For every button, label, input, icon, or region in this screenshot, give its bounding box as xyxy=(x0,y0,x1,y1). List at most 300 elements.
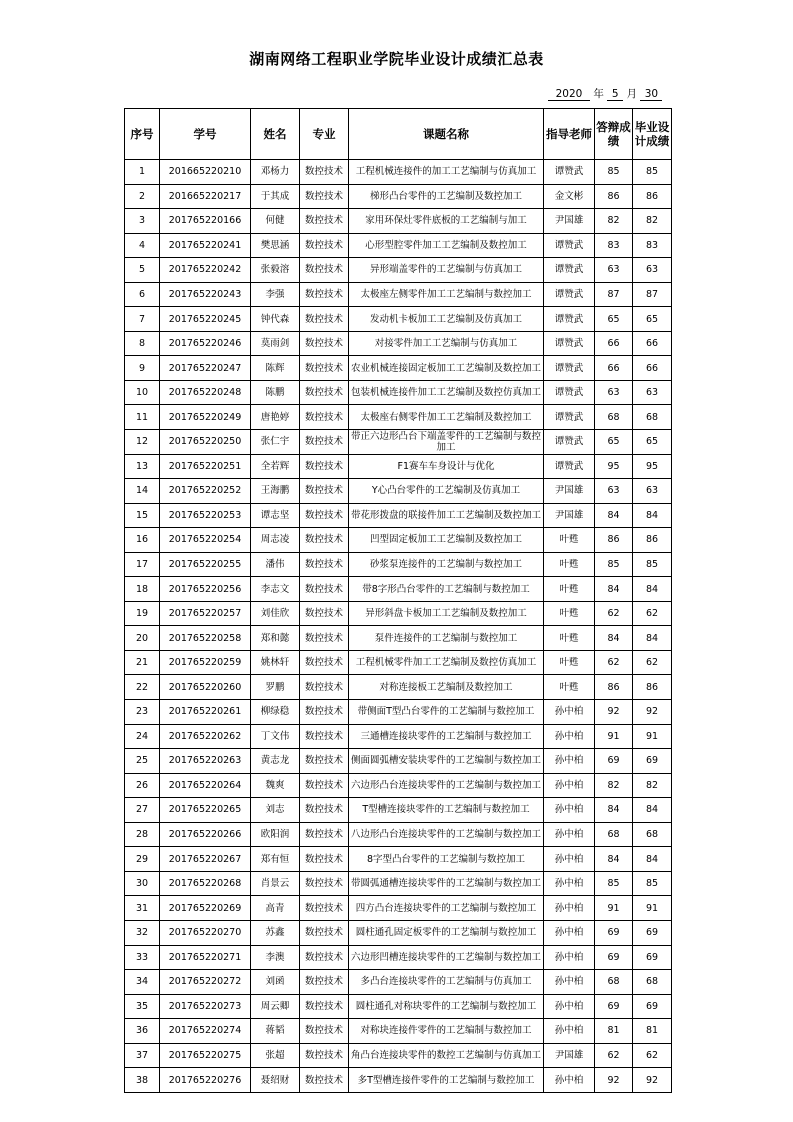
table-row xyxy=(125,307,672,332)
cell-seq: 38 xyxy=(125,1068,160,1093)
cell-student-id: 201765220245 xyxy=(160,307,251,332)
table-row xyxy=(125,650,672,675)
cell-student-id: 201765220250 xyxy=(160,430,251,455)
table-row xyxy=(125,577,672,602)
cell-advisor: 叶甦 xyxy=(544,626,595,651)
cell-advisor: 尹国雄 xyxy=(544,209,595,234)
cell-seq: 5 xyxy=(125,258,160,283)
cell-name: 于其成 xyxy=(251,184,300,209)
cell-name: 高青 xyxy=(251,896,300,921)
cell-topic: 发动机卡板加工工艺编制及仿真加工 xyxy=(349,307,544,332)
cell-defense-score: 69 xyxy=(595,994,633,1019)
cell-defense-score: 85 xyxy=(595,160,633,185)
cell-advisor: 叶甦 xyxy=(544,650,595,675)
cell-defense-score: 91 xyxy=(595,896,633,921)
cell-topic: 多凸台连接块零件的工艺编制与仿真加工 xyxy=(349,970,544,995)
cell-advisor: 叶甦 xyxy=(544,675,595,700)
grade-summary-table xyxy=(124,108,672,1093)
cell-advisor: 谭赞武 xyxy=(544,454,595,479)
table-row xyxy=(125,503,672,528)
cell-topic: 农业机械连接固定板加工工艺编制及数控加工 xyxy=(349,356,544,381)
cell-major: 数控技术 xyxy=(300,307,349,332)
cell-defense-score: 95 xyxy=(595,454,633,479)
cell-topic: 砂浆泵连接件的工艺编制与数控加工 xyxy=(349,552,544,577)
cell-advisor: 金文彬 xyxy=(544,184,595,209)
cell-major: 数控技术 xyxy=(300,994,349,1019)
cell-seq: 9 xyxy=(125,356,160,381)
cell-defense-score: 85 xyxy=(595,871,633,896)
cell-major: 数控技术 xyxy=(300,601,349,626)
table-row xyxy=(125,430,672,455)
cell-defense-score: 69 xyxy=(595,749,633,774)
cell-topic: 梯形凸台零件的工艺编制及数控加工 xyxy=(349,184,544,209)
cell-student-id: 201765220253 xyxy=(160,503,251,528)
cell-final-score: 86 xyxy=(633,528,672,553)
cell-seq: 20 xyxy=(125,626,160,651)
cell-student-id: 201765220166 xyxy=(160,209,251,234)
cell-name: 李强 xyxy=(251,282,300,307)
cell-final-score: 69 xyxy=(633,749,672,774)
cell-student-id: 201765220241 xyxy=(160,233,251,258)
cell-student-id: 201765220263 xyxy=(160,749,251,774)
cell-final-score: 62 xyxy=(633,650,672,675)
cell-major: 数控技术 xyxy=(300,577,349,602)
cell-major: 数控技术 xyxy=(300,356,349,381)
cell-topic: F1赛车车身设计与优化 xyxy=(349,454,544,479)
cell-student-id: 201765220265 xyxy=(160,798,251,823)
cell-major: 数控技术 xyxy=(300,1019,349,1044)
cell-topic: 六边形凸台连接块零件的工艺编制与数控加工 xyxy=(349,773,544,798)
cell-defense-score: 62 xyxy=(595,601,633,626)
cell-final-score: 84 xyxy=(633,798,672,823)
cell-name: 周志凌 xyxy=(251,528,300,553)
cell-advisor: 孙中柏 xyxy=(544,724,595,749)
cell-major: 数控技术 xyxy=(300,1068,349,1093)
cell-student-id: 201765220270 xyxy=(160,920,251,945)
cell-seq: 31 xyxy=(125,896,160,921)
cell-major: 数控技术 xyxy=(300,822,349,847)
cell-major: 数控技术 xyxy=(300,920,349,945)
cell-name: 罗鹏 xyxy=(251,675,300,700)
cell-name: 刘志 xyxy=(251,798,300,823)
cell-name: 谭志坚 xyxy=(251,503,300,528)
cell-topic: 圆柱通孔固定板零件的工艺编制与数控加工 xyxy=(349,920,544,945)
cell-major: 数控技术 xyxy=(300,258,349,283)
table-row xyxy=(125,356,672,381)
cell-topic: 家用环保灶零件底板的工艺编制与加工 xyxy=(349,209,544,234)
table-row xyxy=(125,258,672,283)
cell-name: 肖景云 xyxy=(251,871,300,896)
cell-topic: 带8字形凸台零件的工艺编制与数控加工 xyxy=(349,577,544,602)
header-name: 姓名 xyxy=(251,109,300,160)
table-row xyxy=(125,773,672,798)
cell-seq: 34 xyxy=(125,970,160,995)
cell-name: 刘佳欣 xyxy=(251,601,300,626)
cell-topic: 泵件连接件的工艺编制与数控加工 xyxy=(349,626,544,651)
cell-final-score: 82 xyxy=(633,773,672,798)
cell-advisor: 尹国雄 xyxy=(544,1043,595,1068)
cell-major: 数控技术 xyxy=(300,282,349,307)
cell-defense-score: 68 xyxy=(595,970,633,995)
header-defense-score: 答辩成绩 xyxy=(595,109,633,160)
cell-name: 姚林轩 xyxy=(251,650,300,675)
table-row xyxy=(125,233,672,258)
cell-name: 陈辉 xyxy=(251,356,300,381)
table-row xyxy=(125,822,672,847)
cell-student-id: 201765220264 xyxy=(160,773,251,798)
cell-final-score: 92 xyxy=(633,700,672,725)
table-body xyxy=(125,160,672,1093)
table-row xyxy=(125,405,672,430)
cell-major: 数控技术 xyxy=(300,773,349,798)
table-row xyxy=(125,479,672,504)
cell-seq: 8 xyxy=(125,331,160,356)
cell-defense-score: 87 xyxy=(595,282,633,307)
cell-major: 数控技术 xyxy=(300,233,349,258)
cell-student-id: 201765220267 xyxy=(160,847,251,872)
cell-student-id: 201765220266 xyxy=(160,822,251,847)
cell-final-score: 66 xyxy=(633,331,672,356)
cell-name: 李澳 xyxy=(251,945,300,970)
cell-topic: 带圆弧通槽连接块零件的工艺编制与数控加工 xyxy=(349,871,544,896)
cell-name: 张超 xyxy=(251,1043,300,1068)
cell-advisor: 孙中柏 xyxy=(544,994,595,1019)
cell-final-score: 65 xyxy=(633,307,672,332)
cell-defense-score: 65 xyxy=(595,307,633,332)
cell-final-score: 68 xyxy=(633,405,672,430)
cell-defense-score: 91 xyxy=(595,724,633,749)
cell-final-score: 85 xyxy=(633,552,672,577)
cell-name: 聂绍财 xyxy=(251,1068,300,1093)
cell-defense-score: 69 xyxy=(595,920,633,945)
cell-major: 数控技术 xyxy=(300,405,349,430)
cell-name: 蒋韬 xyxy=(251,1019,300,1044)
cell-major: 数控技术 xyxy=(300,626,349,651)
cell-name: 莫雨剑 xyxy=(251,331,300,356)
cell-final-score: 84 xyxy=(633,503,672,528)
cell-final-score: 92 xyxy=(633,1068,672,1093)
cell-major: 数控技术 xyxy=(300,847,349,872)
cell-topic: 太极座右侧零件加工工艺编制及数控加工 xyxy=(349,405,544,430)
cell-major: 数控技术 xyxy=(300,970,349,995)
cell-seq: 6 xyxy=(125,282,160,307)
cell-student-id: 201765220246 xyxy=(160,331,251,356)
cell-student-id: 201765220261 xyxy=(160,700,251,725)
cell-defense-score: 82 xyxy=(595,773,633,798)
cell-final-score: 66 xyxy=(633,356,672,381)
cell-seq: 1 xyxy=(125,160,160,185)
cell-name: 潘伟 xyxy=(251,552,300,577)
cell-student-id: 201765220249 xyxy=(160,405,251,430)
cell-defense-score: 68 xyxy=(595,405,633,430)
date-year: 2020 xyxy=(548,88,590,101)
cell-advisor: 孙中柏 xyxy=(544,1068,595,1093)
cell-student-id: 201765220257 xyxy=(160,601,251,626)
cell-major: 数控技术 xyxy=(300,503,349,528)
cell-advisor: 谭赞武 xyxy=(544,233,595,258)
cell-name: 李志文 xyxy=(251,577,300,602)
cell-student-id: 201765220268 xyxy=(160,871,251,896)
cell-seq: 36 xyxy=(125,1019,160,1044)
table-row xyxy=(125,749,672,774)
cell-defense-score: 84 xyxy=(595,577,633,602)
header-topic: 课题名称 xyxy=(349,109,544,160)
cell-defense-score: 84 xyxy=(595,798,633,823)
cell-advisor: 孙中柏 xyxy=(544,920,595,945)
table-row xyxy=(125,282,672,307)
table-row xyxy=(125,1043,672,1068)
cell-topic: Y心凸台零件的工艺编制及仿真加工 xyxy=(349,479,544,504)
cell-topic: 带花形拨盘的联接件加工工艺编制及数控加工 xyxy=(349,503,544,528)
cell-final-score: 62 xyxy=(633,601,672,626)
cell-final-score: 91 xyxy=(633,724,672,749)
cell-advisor: 孙中柏 xyxy=(544,700,595,725)
cell-final-score: 87 xyxy=(633,282,672,307)
cell-student-id: 201765220242 xyxy=(160,258,251,283)
cell-seq: 19 xyxy=(125,601,160,626)
cell-topic: 工程机械零件加工工艺编制及数控仿真加工 xyxy=(349,650,544,675)
cell-final-score: 68 xyxy=(633,970,672,995)
cell-advisor: 叶甦 xyxy=(544,552,595,577)
header-major: 专业 xyxy=(300,109,349,160)
header-row xyxy=(125,109,672,160)
cell-topic: 异形斜盘卡板加工工艺编制及数控加工 xyxy=(349,601,544,626)
cell-topic: 角凸台连接块零件的数控工艺编制与仿真加工 xyxy=(349,1043,544,1068)
cell-defense-score: 66 xyxy=(595,356,633,381)
cell-topic: 工程机械连接件的加工工艺编制与仿真加工 xyxy=(349,160,544,185)
cell-student-id: 201765220255 xyxy=(160,552,251,577)
cell-final-score: 86 xyxy=(633,184,672,209)
cell-seq: 25 xyxy=(125,749,160,774)
cell-seq: 18 xyxy=(125,577,160,602)
document-title: 湖南网络工程职业学院毕业设计成绩汇总表 xyxy=(249,50,544,68)
cell-seq: 33 xyxy=(125,945,160,970)
cell-advisor: 谭赞武 xyxy=(544,331,595,356)
cell-name: 刘函 xyxy=(251,970,300,995)
cell-major: 数控技术 xyxy=(300,945,349,970)
table-row xyxy=(125,380,672,405)
cell-seq: 10 xyxy=(125,380,160,405)
cell-seq: 12 xyxy=(125,430,160,455)
cell-final-score: 82 xyxy=(633,209,672,234)
cell-advisor: 谭赞武 xyxy=(544,430,595,455)
cell-final-score: 91 xyxy=(633,896,672,921)
cell-student-id: 201665220217 xyxy=(160,184,251,209)
cell-final-score: 85 xyxy=(633,160,672,185)
header-advisor: 指导老师 xyxy=(544,109,595,160)
cell-advisor: 孙中柏 xyxy=(544,970,595,995)
cell-defense-score: 81 xyxy=(595,1019,633,1044)
cell-topic: 六边形凹槽连接块零件的工艺编制与数控加工 xyxy=(349,945,544,970)
cell-seq: 16 xyxy=(125,528,160,553)
cell-final-score: 63 xyxy=(633,258,672,283)
cell-seq: 29 xyxy=(125,847,160,872)
cell-advisor: 叶甦 xyxy=(544,528,595,553)
cell-seq: 23 xyxy=(125,700,160,725)
cell-seq: 26 xyxy=(125,773,160,798)
cell-name: 黄志龙 xyxy=(251,749,300,774)
cell-name: 郑有恒 xyxy=(251,847,300,872)
header-seq: 序号 xyxy=(125,109,160,160)
cell-advisor: 孙中柏 xyxy=(544,773,595,798)
cell-seq: 37 xyxy=(125,1043,160,1068)
cell-name: 张仁宇 xyxy=(251,430,300,455)
cell-defense-score: 92 xyxy=(595,1068,633,1093)
cell-major: 数控技术 xyxy=(300,798,349,823)
cell-final-score: 62 xyxy=(633,1043,672,1068)
cell-topic: 圆柱通孔对称块零件的工艺编制与数控加工 xyxy=(349,994,544,1019)
cell-name: 张毅溶 xyxy=(251,258,300,283)
cell-student-id: 201765220269 xyxy=(160,896,251,921)
cell-defense-score: 85 xyxy=(595,552,633,577)
cell-major: 数控技术 xyxy=(300,380,349,405)
cell-student-id: 201765220262 xyxy=(160,724,251,749)
cell-advisor: 叶甦 xyxy=(544,577,595,602)
cell-student-id: 201765220274 xyxy=(160,1019,251,1044)
cell-student-id: 201765220251 xyxy=(160,454,251,479)
cell-student-id: 201765220256 xyxy=(160,577,251,602)
cell-topic: 八边形凸台连接块零件的工艺编制与数控加工 xyxy=(349,822,544,847)
table-row xyxy=(125,1019,672,1044)
date-year-label: 年 xyxy=(593,88,604,100)
cell-student-id: 201765220271 xyxy=(160,945,251,970)
table-row xyxy=(125,601,672,626)
table-row xyxy=(125,970,672,995)
cell-defense-score: 69 xyxy=(595,945,633,970)
cell-final-score: 69 xyxy=(633,920,672,945)
cell-seq: 27 xyxy=(125,798,160,823)
table-row xyxy=(125,1068,672,1093)
cell-seq: 3 xyxy=(125,209,160,234)
cell-major: 数控技术 xyxy=(300,700,349,725)
cell-topic: T型槽连接块零件的工艺编制与数控加工 xyxy=(349,798,544,823)
cell-seq: 30 xyxy=(125,871,160,896)
cell-student-id: 201765220260 xyxy=(160,675,251,700)
cell-name: 何健 xyxy=(251,209,300,234)
table-row xyxy=(125,871,672,896)
cell-name: 钟代森 xyxy=(251,307,300,332)
cell-seq: 7 xyxy=(125,307,160,332)
table-row xyxy=(125,994,672,1019)
cell-seq: 28 xyxy=(125,822,160,847)
cell-defense-score: 63 xyxy=(595,258,633,283)
table-row xyxy=(125,626,672,651)
cell-major: 数控技术 xyxy=(300,1043,349,1068)
cell-final-score: 63 xyxy=(633,479,672,504)
cell-topic: 带正六边形凸台下端盖零件的工艺编制与数控加工 xyxy=(349,430,544,455)
date-month-label: 月 xyxy=(626,88,638,100)
cell-student-id: 201765220248 xyxy=(160,380,251,405)
cell-major: 数控技术 xyxy=(300,650,349,675)
cell-final-score: 63 xyxy=(633,380,672,405)
cell-seq: 22 xyxy=(125,675,160,700)
cell-final-score: 69 xyxy=(633,994,672,1019)
cell-advisor: 孙中柏 xyxy=(544,749,595,774)
cell-student-id: 201765220252 xyxy=(160,479,251,504)
cell-defense-score: 63 xyxy=(595,479,633,504)
cell-seq: 24 xyxy=(125,724,160,749)
cell-advisor: 孙中柏 xyxy=(544,945,595,970)
cell-defense-score: 62 xyxy=(595,650,633,675)
cell-advisor: 谭赞武 xyxy=(544,282,595,307)
date-month: 5 xyxy=(607,88,623,101)
date-day: 30 xyxy=(640,88,662,101)
cell-advisor: 孙中柏 xyxy=(544,896,595,921)
cell-major: 数控技术 xyxy=(300,209,349,234)
cell-name: 樊思涵 xyxy=(251,233,300,258)
cell-seq: 4 xyxy=(125,233,160,258)
cell-advisor: 谭赞武 xyxy=(544,356,595,381)
header-student-id: 学号 xyxy=(160,109,251,160)
cell-final-score: 83 xyxy=(633,233,672,258)
cell-major: 数控技术 xyxy=(300,430,349,455)
cell-topic: 三通槽连接块零件的工艺编制与数控加工 xyxy=(349,724,544,749)
cell-defense-score: 68 xyxy=(595,822,633,847)
cell-major: 数控技术 xyxy=(300,871,349,896)
cell-student-id: 201765220276 xyxy=(160,1068,251,1093)
cell-student-id: 201765220275 xyxy=(160,1043,251,1068)
cell-name: 全若辉 xyxy=(251,454,300,479)
table-row xyxy=(125,700,672,725)
cell-name: 柳绿稳 xyxy=(251,700,300,725)
cell-major: 数控技术 xyxy=(300,749,349,774)
cell-advisor: 孙中柏 xyxy=(544,822,595,847)
cell-major: 数控技术 xyxy=(300,675,349,700)
cell-defense-score: 84 xyxy=(595,626,633,651)
cell-defense-score: 84 xyxy=(595,847,633,872)
cell-topic: 凹型固定板加工工艺编制及数控加工 xyxy=(349,528,544,553)
table-row xyxy=(125,160,672,185)
cell-final-score: 68 xyxy=(633,822,672,847)
table-row xyxy=(125,798,672,823)
cell-name: 苏鑫 xyxy=(251,920,300,945)
cell-topic: 带侧面T型凸台零件的工艺编制与数控加工 xyxy=(349,700,544,725)
cell-major: 数控技术 xyxy=(300,160,349,185)
cell-seq: 13 xyxy=(125,454,160,479)
table-row xyxy=(125,209,672,234)
cell-defense-score: 82 xyxy=(595,209,633,234)
cell-name: 唐艳婷 xyxy=(251,405,300,430)
report-date xyxy=(548,86,662,101)
cell-advisor: 谭赞武 xyxy=(544,258,595,283)
cell-defense-score: 86 xyxy=(595,528,633,553)
cell-name: 邓杨力 xyxy=(251,160,300,185)
cell-topic: 多T型槽连接件零件的工艺编制与数控加工 xyxy=(349,1068,544,1093)
cell-defense-score: 92 xyxy=(595,700,633,725)
cell-major: 数控技术 xyxy=(300,528,349,553)
table-row xyxy=(125,920,672,945)
cell-seq: 15 xyxy=(125,503,160,528)
cell-seq: 11 xyxy=(125,405,160,430)
cell-final-score: 69 xyxy=(633,945,672,970)
cell-student-id: 201765220243 xyxy=(160,282,251,307)
cell-student-id: 201765220272 xyxy=(160,970,251,995)
header-final-score: 毕业设计成绩 xyxy=(633,109,672,160)
cell-student-id: 201765220259 xyxy=(160,650,251,675)
cell-topic: 8字型凸台零件的工艺编制与数控加工 xyxy=(349,847,544,872)
cell-seq: 32 xyxy=(125,920,160,945)
cell-major: 数控技术 xyxy=(300,552,349,577)
cell-name: 王海鹏 xyxy=(251,479,300,504)
cell-major: 数控技术 xyxy=(300,896,349,921)
cell-defense-score: 63 xyxy=(595,380,633,405)
cell-major: 数控技术 xyxy=(300,724,349,749)
cell-advisor: 叶甦 xyxy=(544,601,595,626)
cell-seq: 35 xyxy=(125,994,160,1019)
cell-advisor: 谭赞武 xyxy=(544,307,595,332)
cell-advisor: 孙中柏 xyxy=(544,871,595,896)
table-row xyxy=(125,945,672,970)
